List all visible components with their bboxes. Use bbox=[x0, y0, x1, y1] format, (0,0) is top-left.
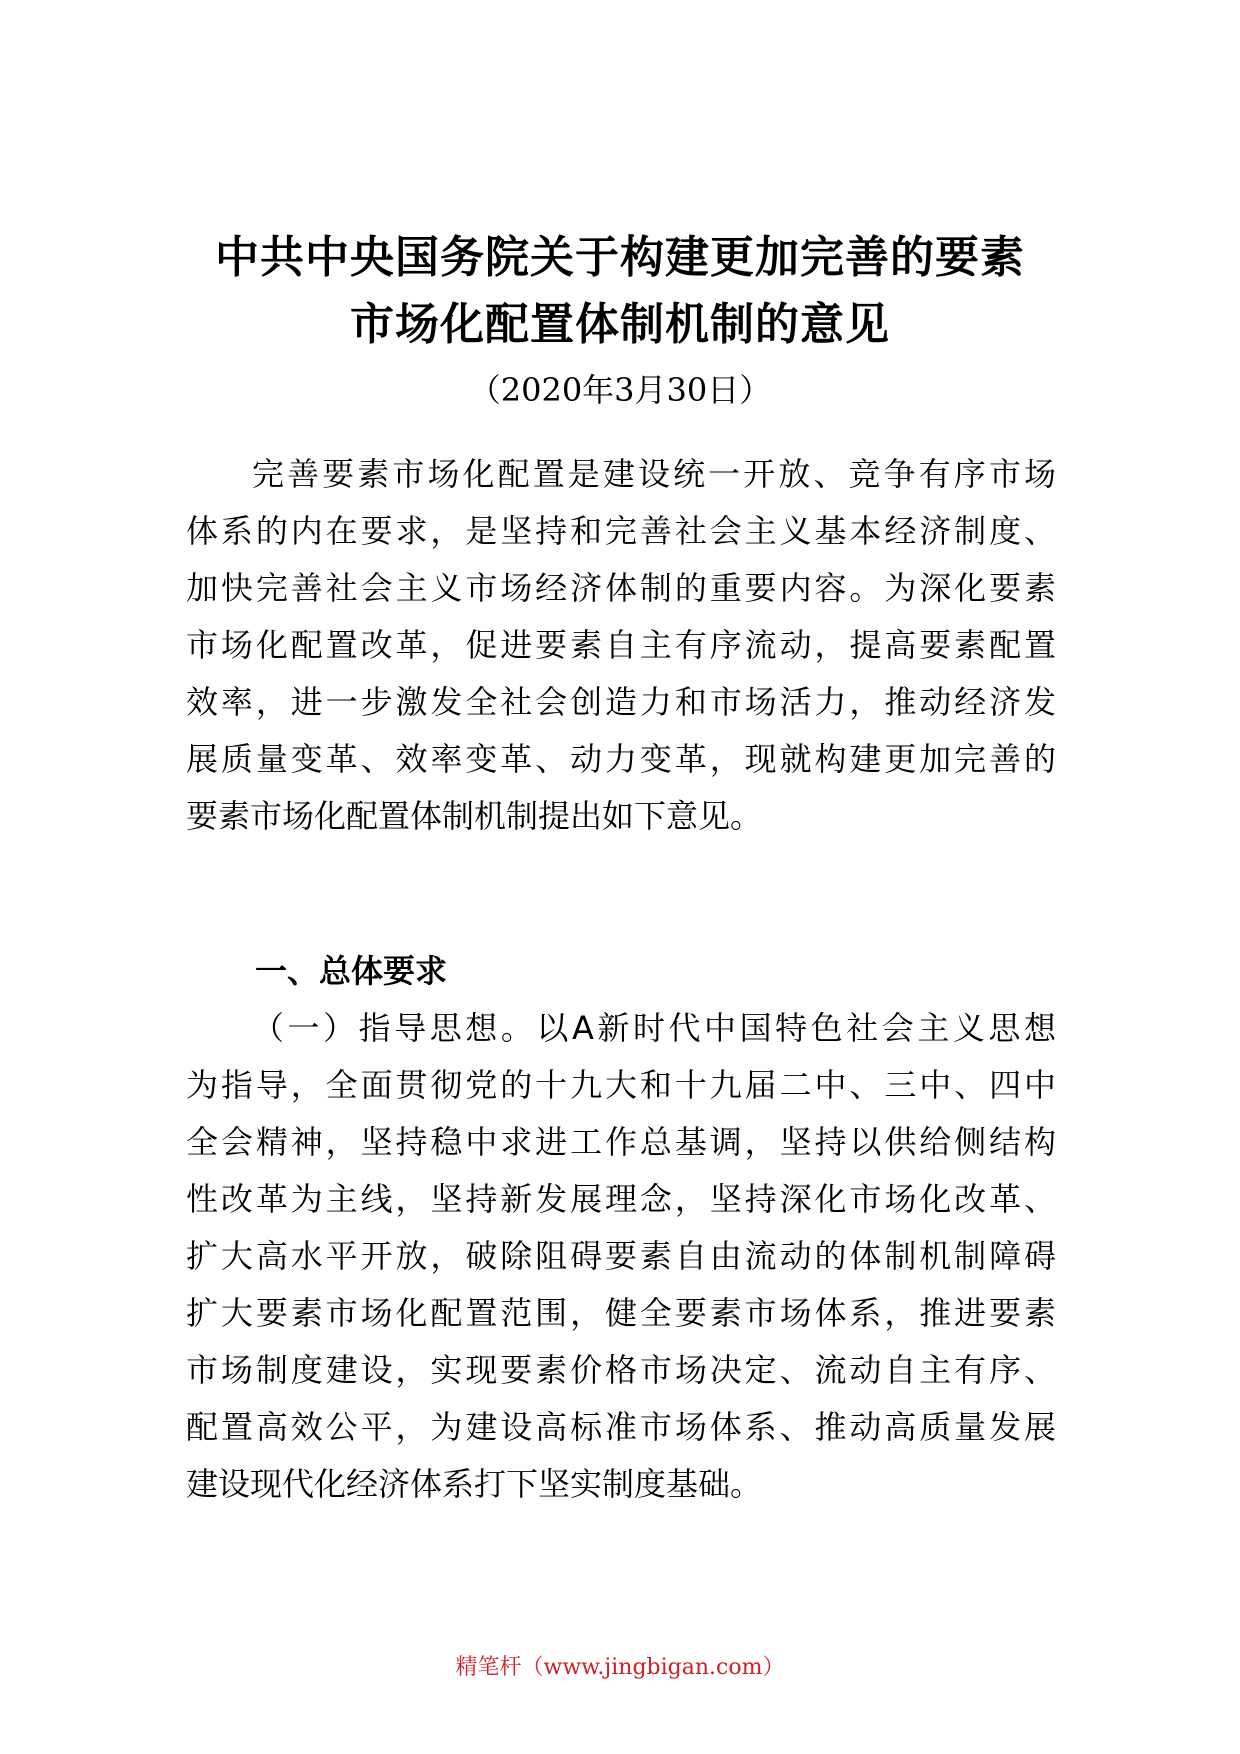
footer-watermark: 精笔杆（www.jingbigan.com） bbox=[455, 1655, 785, 1680]
guiding-line: （一）指导思想。以A新时代中国特色社会主义思想 bbox=[252, 1009, 1056, 1047]
guiding-line: 扩大高水平开放，破除阻碍要素自由流动的体制机制障碍 bbox=[186, 1237, 1056, 1275]
document-title-line-2: 市场化配置体制机制的意见 bbox=[350, 299, 890, 350]
document-title-line-1: 中共中央国务院关于构建更加完善的要素 bbox=[215, 232, 1025, 283]
intro-line: 完善要素市场化配置是建设统一开放、竞争有序市场 bbox=[252, 455, 1056, 493]
intro-line: 体系的内在要求，是坚持和完善社会主义基本经济制度、 bbox=[186, 512, 1056, 550]
intro-line: 要素市场化配置体制机制提出如下意见。 bbox=[186, 797, 763, 835]
guiding-line: 扩大要素市场化配置范围，健全要素市场体系，推进要素 bbox=[186, 1294, 1056, 1332]
document-date: （2020年3月30日） bbox=[468, 371, 772, 409]
guiding-line: 配置高效公平，为建设高标准市场体系、推动高质量发展 bbox=[186, 1408, 1056, 1446]
intro-line: 效率，进一步激发全社会创造力和市场活力，推动经济发 bbox=[186, 683, 1056, 721]
section-heading: 一、总体要求 bbox=[255, 952, 448, 990]
guiding-line: 为指导，全面贯彻党的十九大和十九届二中、三中、四中 bbox=[186, 1066, 1056, 1104]
guiding-line: 性改革为主线，坚持新发展理念，坚持深化市场化改革、 bbox=[186, 1180, 1056, 1218]
guiding-line: 全会精神，坚持稳中求进工作总基调，坚持以供给侧结构 bbox=[186, 1123, 1056, 1161]
guiding-line: 建设现代化经济体系打下坚实制度基础。 bbox=[186, 1465, 763, 1503]
intro-line: 展质量变革、效率变革、动力变革，现就构建更加完善的 bbox=[186, 740, 1056, 778]
guiding-line: 市场制度建设，实现要素价格市场决定、流动自主有序、 bbox=[186, 1351, 1056, 1389]
intro-line: 市场化配置改革，促进要素自主有序流动，提高要素配置 bbox=[186, 626, 1056, 664]
intro-line: 加快完善社会主义市场经济体制的重要内容。为深化要素 bbox=[186, 569, 1056, 607]
